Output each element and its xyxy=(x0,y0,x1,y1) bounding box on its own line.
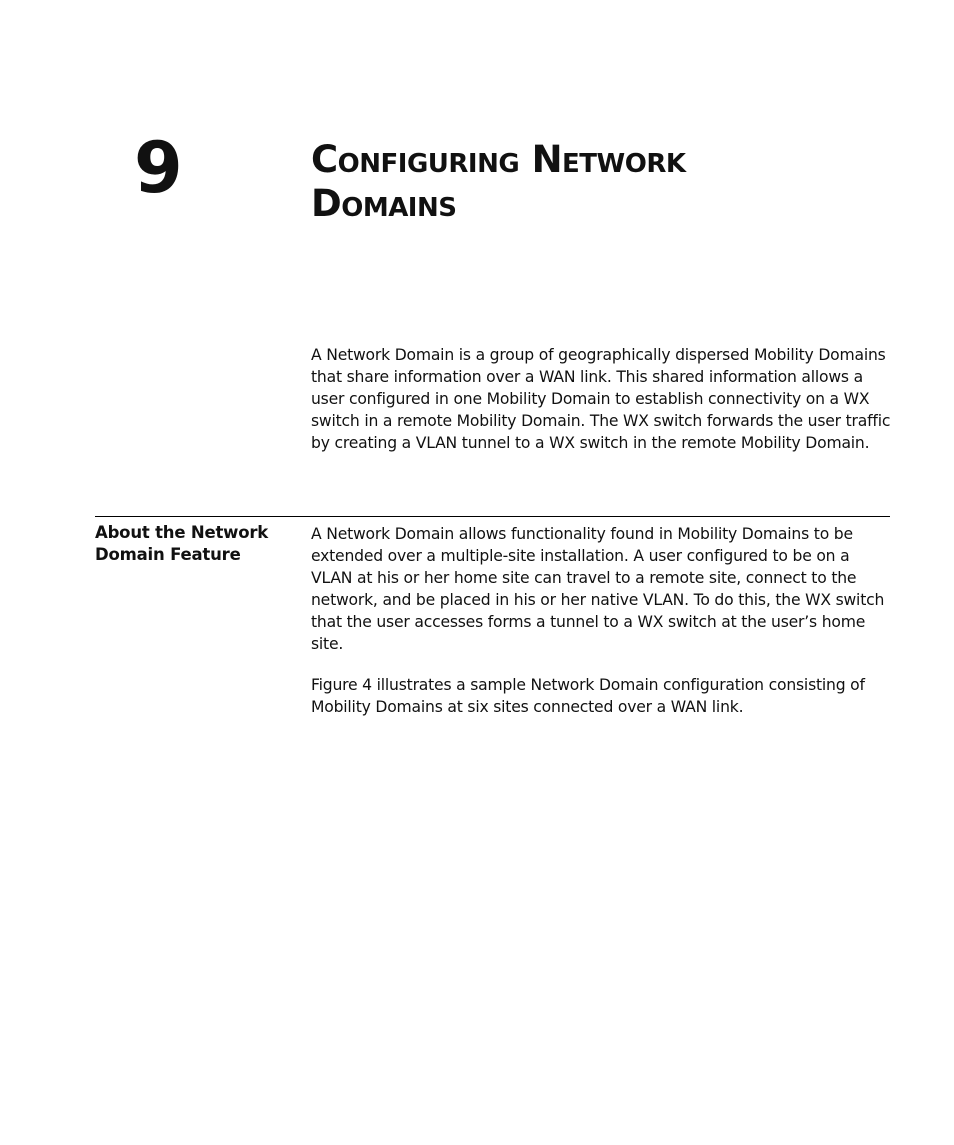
section-divider xyxy=(95,516,890,517)
section-heading xyxy=(95,522,305,566)
section-heading-line-1: About the Network xyxy=(95,523,269,542)
intro-paragraph: A Network Domain is a group of geographically dispersed Mobility Domains that share information over a WAN link. This shared information allows a user configured in one Mobility Domain to establish connectivity on a WX switch in a remote Mobility Domain. The WX switch forwards the user traffic by creating a VLAN tunnel to a WX switch in the remote Mobility Domain. xyxy=(311,346,891,452)
section-paragraph: A Network Domain allows functionality found in Mobility Domains to be extended over a multiple-site installation. A user configured to be on a VLAN at his or her home site can travel to a remote site, connect to the network, and be placed in his or her native VLAN. To do this, the WX switch that the user accesses forms a tunnel to a WX switch at the user’s home site. xyxy=(311,525,885,653)
chapter-title-line-1: Configuring Network xyxy=(311,138,686,181)
section-heading-line-2: Domain Feature xyxy=(95,545,241,564)
chapter-title-line-2: Domains xyxy=(311,182,457,225)
section-body xyxy=(311,523,891,718)
chapter-title xyxy=(311,138,871,226)
chapter-number: 9 xyxy=(134,127,183,209)
section-paragraph: Figure 4 illustrates a sample Network Domain configuration consisting of Mobility Domains at six sites connected over a WAN link. xyxy=(311,676,865,716)
